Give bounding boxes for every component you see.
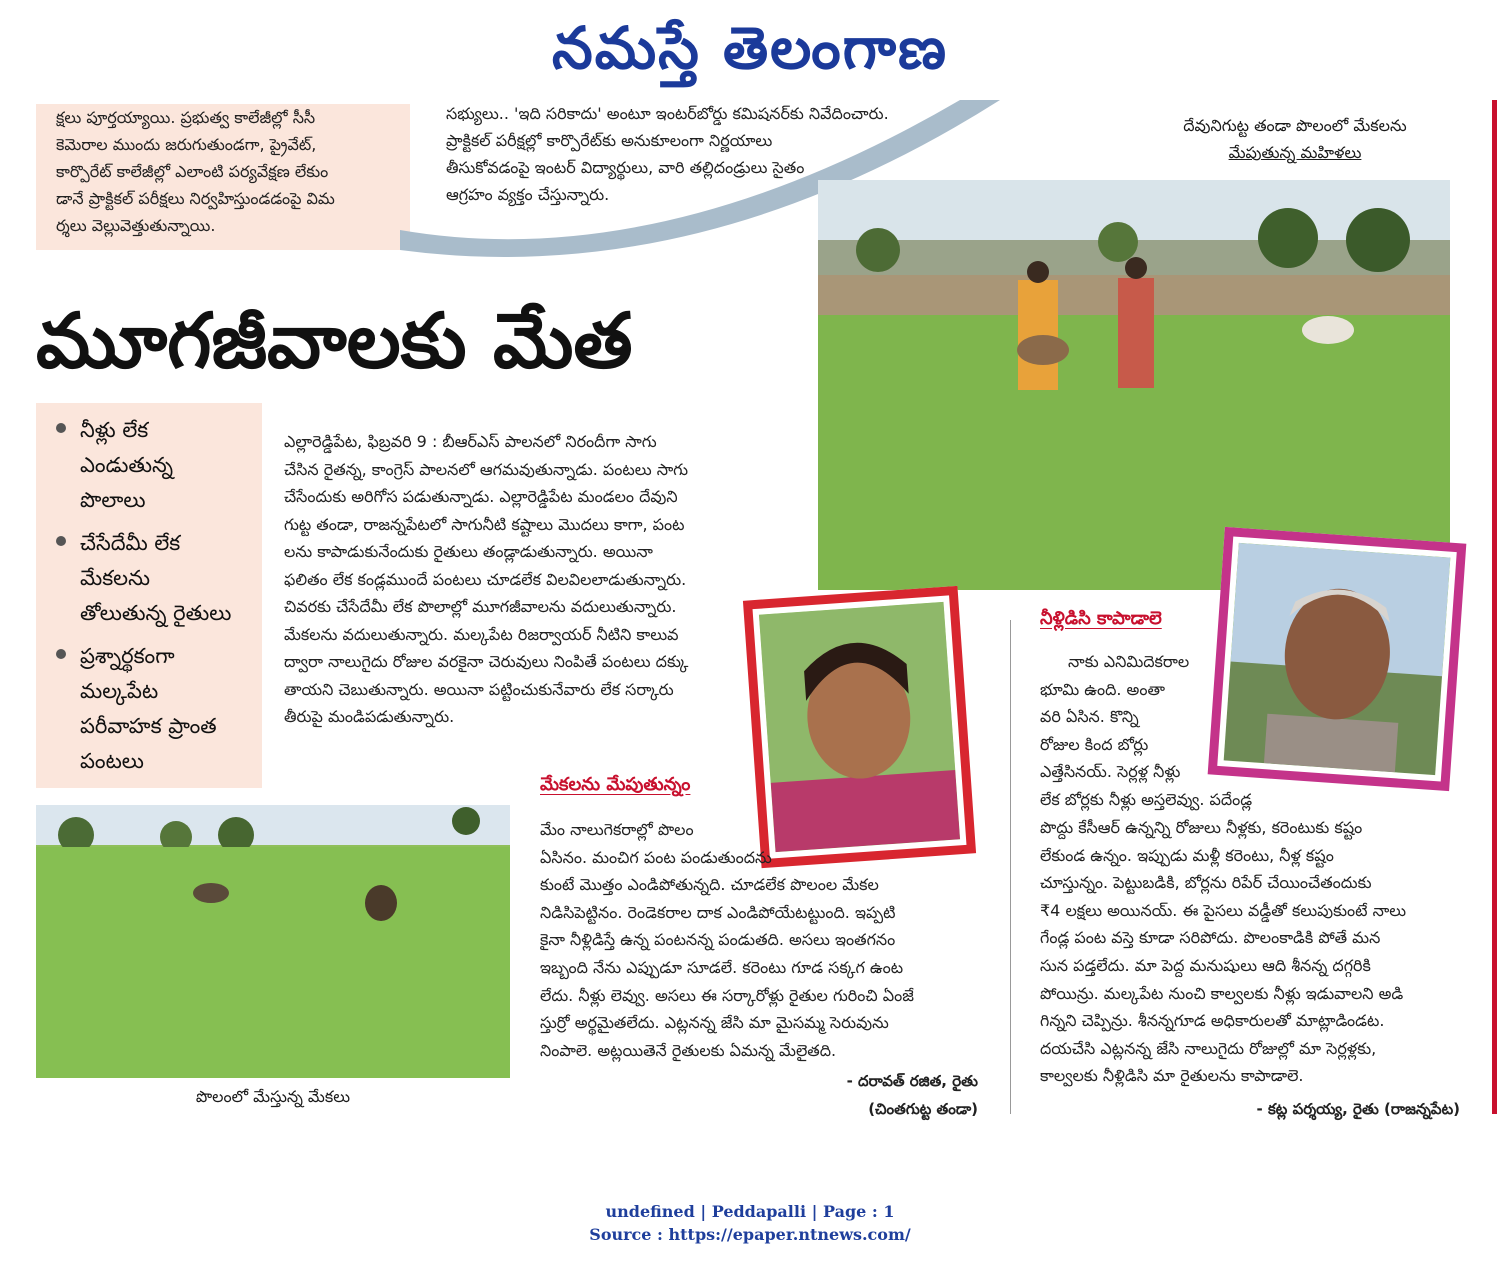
photo-caption-top [1120, 112, 1470, 166]
quote-line: గేండ్ల పంట వస్తె కూడా సరిపోదు. పొలంకాడికి పోతే మన [1040, 928, 1381, 948]
body-line: ఫలితం లేక కండ్లముందే పంటలు చూడలేక విలవిలలాడుతున్నారు. [284, 569, 687, 589]
article-body [284, 428, 792, 731]
prev-left-line: క్షలు పూర్తయ్యాయి. ప్రభుత్వ కాలేజీల్లో సీసీ [56, 108, 316, 127]
highlight-line: మేకలను [80, 566, 151, 590]
photo-goats-grazing [36, 805, 510, 1078]
highlight-item [56, 413, 254, 518]
body-line: ద్వారా నాలుగైదు రోజుల వరకైనా చెరువులు నింపితే పంటలు దక్కు [284, 652, 689, 671]
headline: మూగజీవాలకు మేత [36, 296, 633, 385]
prev-right-line: తీసుకోవడంపై ఇంటర్ విద్యార్థులు, వారి తల్లిదండ్రులు సైతం [446, 158, 805, 177]
quote-line: రోజుల కింద బోర్లు [1040, 734, 1149, 754]
quote-line: లేక బోర్లకు నీళ్లు అస్తలెవ్వు. పదేండ్ల [1040, 789, 1253, 809]
quote-heading-rajitha [540, 771, 740, 799]
caption-line: మేపుతున్న మహిళలు [1228, 143, 1362, 162]
right-edge-rule [1492, 100, 1497, 1114]
prev-right-line: సభ్యులు.. 'ఇది సరికాదు' అంటూ ఇంటర్‌బోర్డు కమిషనర్‌కు నివేదించారు. [446, 104, 889, 123]
quote-line: దయచేసి ఎట్లనన్న జేసి నాలుగైదు రోజుల్లో మా సెర్లళ్లకు, [1040, 1038, 1377, 1058]
masthead-logo: నమస్తే తెలంగాణ [552, 14, 948, 82]
highlight-item [56, 526, 254, 631]
photo-caption-bottom: పొలంలో మేస్తున్న మేకలు [195, 1087, 351, 1106]
portrait-frame-man [1208, 527, 1467, 791]
quote-line: నాకు ఎనిమిదెకరాల [1068, 652, 1190, 671]
highlight-item [56, 639, 254, 779]
page-footer [0, 1200, 1500, 1246]
quote-line: లేదు. నీళ్లు లెవ్వు. అసలు ఈ సర్కారోళ్లు రైతుల గురించి ఏంజే [540, 985, 914, 1005]
body-line: లను కాపాడుకునేందుకు రైతులు తండ్లాడుతున్నారు. అయినా [284, 542, 653, 561]
quote-line: నిడిసిపెట్టినం. రెండెకరాల దాక ఎండిపోయేటట్టుంది. ఇప్పటి [540, 902, 896, 922]
bullet-dot-icon [56, 536, 66, 546]
photo-women-goats-field [818, 180, 1450, 590]
quote-line: లేకుండ ఉన్నం. ఇప్పుడు మళ్లీ కరెంటు, నీళ్ల కష్టం [1040, 845, 1334, 865]
highlight-line: మల్కపేట [80, 679, 159, 703]
quote-body-parshaiah-wide [1040, 814, 1470, 1090]
prev-right-line: ప్రాక్టికల్ పరీక్షల్లో కార్పొరేట్‌కు అనుకూలంగా నిర్ణయాలు [446, 131, 773, 150]
prev-left-line: కెమెరాల ముందు జరుగుతుండగా, ప్రైవేట్, [56, 135, 317, 154]
quote-line: కుంటే మొత్తం ఎండిపోతున్నది. చూడలేక పొలంల మేకల [540, 875, 879, 895]
highlight-line: నీళ్లు లేక [80, 418, 149, 442]
quote-line: వరి ఏసిన. కొన్ని [1040, 707, 1139, 727]
quote-line: ఎత్తేసినయ్. సెర్లళ్ల నీళ్లు [1040, 762, 1181, 782]
quote-heading: నీళ్లిడిసి కాపాడాలె [1040, 608, 1162, 629]
highlight-line: పొలాలు [80, 488, 146, 512]
quote-line: స్తుర్రో అర్థమైతలేదు. ఎట్లనన్న జేసి మా మైసమ్మ సెరువును [540, 1013, 889, 1033]
highlight-line: తోలుతున్న రైతులు [80, 601, 232, 625]
bullet-dot-icon [56, 423, 66, 433]
highlights-box [36, 403, 262, 788]
quote-sign-name: - కట్ల పర్శయ్య, రైతు (రాజన్నపేట) [1256, 1100, 1460, 1118]
portrait-photo-man [1224, 543, 1451, 775]
quote-line: పోయిన్రు. మల్కపేట నుంచి కాల్వలకు నీళ్లు ఇడువాలని అడి [1040, 983, 1404, 1003]
quote-line: కాల్వలకు నీళ్లిడిసి మా రైతులను కాపాడాలె. [1040, 1066, 1304, 1086]
footer-page-info: undefined | Peddapalli | Page : 1 [605, 1202, 895, 1221]
quote-sign-name: - దరావత్ రజిత, రైతు [846, 1072, 978, 1090]
body-line: చివరకు చేసేదేమీ లేక పొలాల్లో మూగజీవాలను వదులుతున్నారు. [284, 597, 677, 616]
body-line: చేసిన రైతన్న, కాంగ్రెస్ పాలనలో ఆగమవుతున్నాడు. పంటలు సాగు [284, 459, 689, 479]
prev-left-line: ర్శలు వెల్లువెత్తుతున్నాయి. [56, 216, 216, 235]
footer-source-link[interactable]: Source : https://epaper.ntnews.com/ [589, 1225, 911, 1244]
quote-line: ₹4 లక్షలు అయినయ్. ఈ పైసలు వడ్డీతో కలుపుకుంటే నాలు [1040, 900, 1407, 920]
caption-line: దేవునిగుట్ట తండా పొలంలో మేకలను [1183, 116, 1407, 135]
quote-line: ఇబ్బంది నేను ఎప్పుడూ సూడలే. కరెంటు గూడ సక్కగ ఉంట [540, 957, 904, 977]
body-line: తాయని చెబుతున్నారు. అయినా పట్టించుకునేవారు లేక సర్కారు [284, 679, 674, 699]
quote-line: గిన్నని చెప్పిన్రు. శీనన్నగూడ అధికారులతో మాట్లాడిండట. [1040, 1011, 1385, 1031]
highlight-line: పరీవాహక ప్రాంత [80, 714, 217, 738]
quote-heading: మేకలను మేపుతున్నం [540, 774, 691, 795]
prev-left-line: డానే ప్రాక్టికల్ పరీక్షలు నిర్వహిస్తుండడంపై విమ [56, 189, 335, 208]
prev-story-left [36, 104, 410, 250]
quote-line: భూమి ఉంది. అంతా [1040, 679, 1165, 699]
highlight-line: పంటలు [80, 749, 144, 773]
body-line: గుట్ట తండా, రాజన్నపేటలో సాగునీటి కష్టాలు మొదలు కాగా, పంట [284, 514, 685, 534]
bullet-dot-icon [56, 649, 66, 659]
body-line: మేకలను వదులుతున్నారు. మల్కపేట రిజర్వాయర్ నీటిని కాలువ [284, 624, 679, 644]
highlight-line: ఎండుతున్న [80, 453, 173, 477]
prev-left-line: కార్పొరేట్ కాలేజీల్లో ఎలాంటి పర్యవేక్షణ లేకుం [56, 162, 329, 181]
body-line: చేసేందుకు అరిగోస పడుతున్నాడు. ఎల్లారెడ్డిపేట మండలం దేవుని [284, 487, 678, 506]
quote-line: నింపాలె. అట్లయితెనే రైతులకు ఏమన్న మేలైతది. [540, 1040, 837, 1060]
quote-line: కైనా నీళ్లిడిస్తే ఉన్న పంటనన్న పండుతది. అసలు ఇంతగనం [540, 930, 896, 950]
quote-line: ఏసినం. మంచిగ పంట పండుతుందను [540, 847, 772, 867]
quote-line: చూస్తున్నం. పెట్టుబడికి, బోర్లను రిపేర్ చేయించేతందుకు [1040, 873, 1372, 893]
portrait-photo-woman [759, 602, 960, 852]
body-line: ఎల్లారెడ్డిపేట, ఫిబ్రవరి 9 : బీఆర్‌ఎస్ పాలనలో నిరందీగా సాగు [284, 432, 657, 451]
quote-line: పొద్దు కేసీఆర్ ఉన్నన్ని రోజులు నీళ్లకు, కరెంటుకు కష్టం [1040, 818, 1363, 837]
prev-right-line: ఆగ్రహం వ్యక్తం చేస్తున్నారు. [446, 185, 610, 204]
quote-line: సున పడ్తలేదు. మా పెద్ద మనుషులు ఆది శీనన్న దగ్గరికి [1040, 955, 1371, 975]
quote-body-rajitha [540, 816, 980, 1064]
quote-heading-parshaiah [1040, 605, 1220, 633]
quote-sign-place: (చింతగుట్ట తండా) [868, 1100, 978, 1118]
quote-line: మేం నాలుగెకరాల్లో పొలం [540, 820, 694, 839]
highlight-line: చేసేదేమీ లేక [80, 531, 181, 555]
body-line: తీరుపై మండిపడుతున్నారు. [284, 707, 455, 726]
highlight-line: ప్రశ్నార్థకంగా [80, 644, 175, 668]
column-divider [1010, 620, 1011, 1114]
